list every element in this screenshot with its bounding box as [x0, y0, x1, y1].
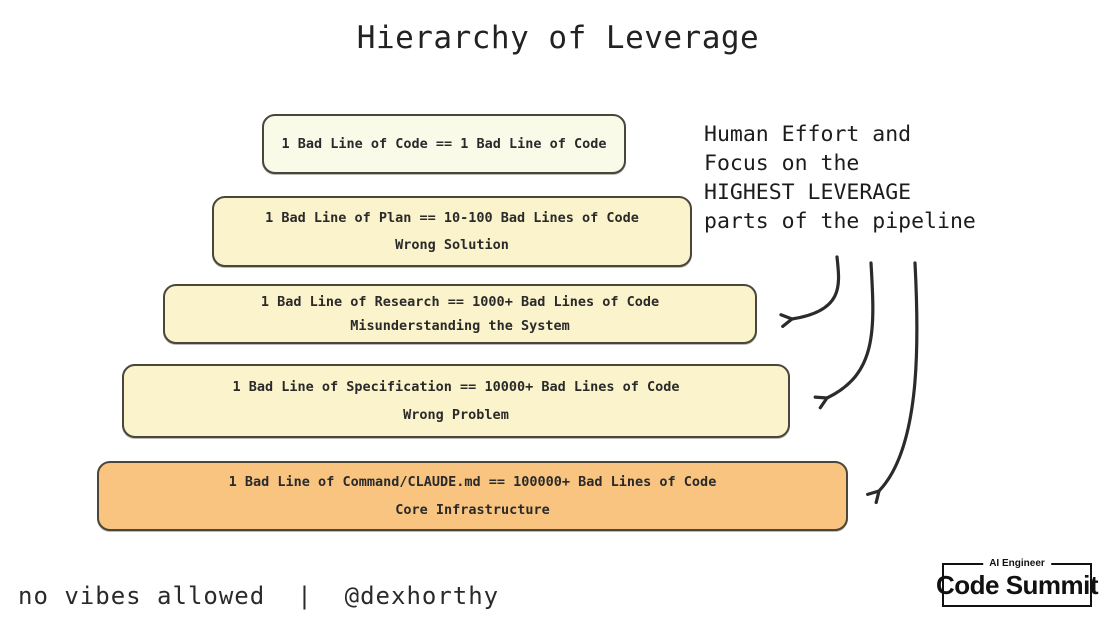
- arrow-to-research-box: [792, 257, 839, 319]
- footer-tagline: no vibes allowed: [18, 582, 266, 610]
- pyramid-box-code: [262, 114, 626, 174]
- logo-kicker: AI Engineer: [983, 557, 1051, 570]
- page-title: Hierarchy of Leverage: [356, 20, 760, 56]
- pyramid-box-command: [97, 461, 848, 531]
- box-label: Core Infrastructure: [395, 501, 550, 518]
- arrow-to-command-box: [879, 263, 917, 491]
- box-label: Misunderstanding the System: [350, 318, 570, 334]
- footer: [18, 582, 499, 610]
- annotation-text: [704, 120, 976, 236]
- annotation-line: Focus on the: [704, 151, 860, 176]
- annotation-line: parts of the pipeline: [704, 209, 976, 234]
- annotation-line: HIGHEST LEVERAGE: [704, 180, 912, 205]
- box-label: Wrong Solution: [395, 237, 509, 254]
- box-label: Wrong Problem: [403, 407, 509, 424]
- box-equation: 1 Bad Line of Command/CLAUDE.md == 100000+ Bad Lines of Code: [228, 474, 717, 491]
- footer-handle: @dexhorthy: [344, 582, 500, 610]
- code-summit-logo: [935, 558, 1099, 607]
- annotation-line: Human Effort and: [704, 122, 912, 147]
- box-equation: 1 Bad Line of Specification == 10000+ Bad Lines of Code: [232, 378, 680, 395]
- arrow-to-specification-box: [827, 263, 873, 398]
- footer-divider: |: [297, 582, 313, 610]
- pyramid-box-research: [163, 284, 757, 344]
- box-equation: 1 Bad Line of Code == 1 Bad Line of Code: [281, 136, 607, 152]
- pyramid-box-specification: [122, 364, 790, 438]
- logo-title: Code Summit: [935, 569, 1099, 600]
- box-equation: 1 Bad Line of Plan == 10-100 Bad Lines of Code: [265, 209, 639, 226]
- box-equation: 1 Bad Line of Research == 1000+ Bad Lines of Code: [260, 294, 660, 310]
- pyramid-box-plan: [212, 196, 692, 267]
